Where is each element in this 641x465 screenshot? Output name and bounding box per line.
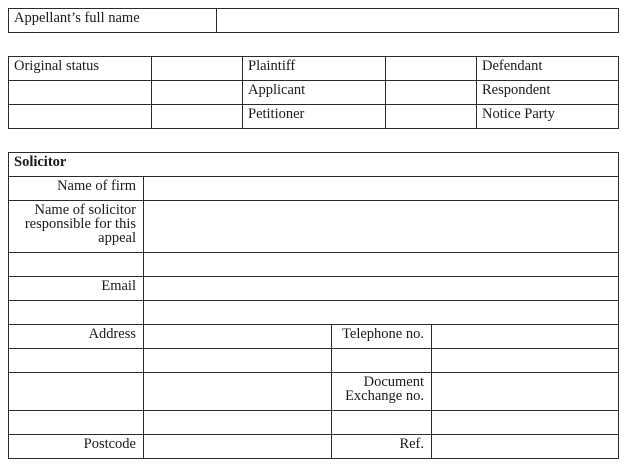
ref-field[interactable] (431, 434, 619, 459)
solicitor-heading: Solicitor (14, 154, 67, 170)
address-row-2-right[interactable] (431, 348, 619, 373)
status-option-plaintiff-label: Plaintiff (248, 58, 296, 74)
responsible-label-line1: Name of solicitor (34, 202, 136, 218)
responsible-label-line2: responsible for this (24, 216, 136, 232)
dx-field[interactable] (431, 372, 619, 411)
blank-row-1-field[interactable] (143, 252, 619, 277)
address-label: Address (88, 326, 136, 342)
status-option-notice-party-label: Notice Party (482, 106, 555, 122)
blank-row-1-label (8, 252, 144, 277)
status-blank-cell-1 (151, 56, 243, 81)
status-checkbox-plaintiff[interactable] (385, 56, 477, 81)
status-blank-cell-2 (8, 80, 152, 105)
status-label: Original status (14, 58, 99, 74)
address-row-4-label (8, 410, 144, 435)
status-checkbox-petitioner[interactable] (385, 104, 477, 129)
address-field-4[interactable] (143, 410, 332, 435)
status-blank-cell-3 (151, 80, 243, 105)
email-field[interactable] (143, 276, 619, 301)
address-row-2-mid (331, 348, 432, 373)
status-option-applicant-label: Applicant (248, 82, 306, 98)
address-row-4-mid (331, 410, 432, 435)
blank-row-2-field[interactable] (143, 300, 619, 325)
address-field-3[interactable] (143, 372, 332, 411)
address-field-2[interactable] (143, 348, 332, 373)
ref-label: Ref. (399, 436, 424, 452)
postcode-field[interactable] (143, 434, 332, 459)
status-checkbox-applicant[interactable] (385, 80, 477, 105)
status-option-defendant-label: Defendant (482, 58, 543, 74)
responsible-field[interactable] (143, 200, 619, 253)
blank-row-2-label (8, 300, 144, 325)
firm-field[interactable] (143, 176, 619, 201)
dx-label-line2: Exchange no. (345, 388, 424, 404)
status-option-respondent-label: Respondent (482, 82, 551, 98)
appellant-name-label: Appellant’s full name (14, 10, 140, 26)
appellant-name-field[interactable] (216, 8, 619, 33)
address-field-1[interactable] (143, 324, 332, 349)
status-blank-cell-5 (151, 104, 243, 129)
postcode-label: Postcode (83, 436, 136, 452)
dx-label-line1: Document (363, 374, 424, 390)
solicitor-heading-cell (8, 152, 619, 177)
status-blank-cell-4 (8, 104, 152, 129)
address-row-2-label (8, 348, 144, 373)
responsible-label-line3: appeal (98, 230, 136, 246)
firm-label: Name of firm (57, 178, 136, 194)
address-row-3-label (8, 372, 144, 411)
status-option-petitioner-label: Petitioner (248, 106, 305, 122)
email-label: Email (101, 278, 136, 294)
telephone-label: Telephone no. (342, 326, 424, 342)
telephone-field[interactable] (431, 324, 619, 349)
address-row-4-right[interactable] (431, 410, 619, 435)
